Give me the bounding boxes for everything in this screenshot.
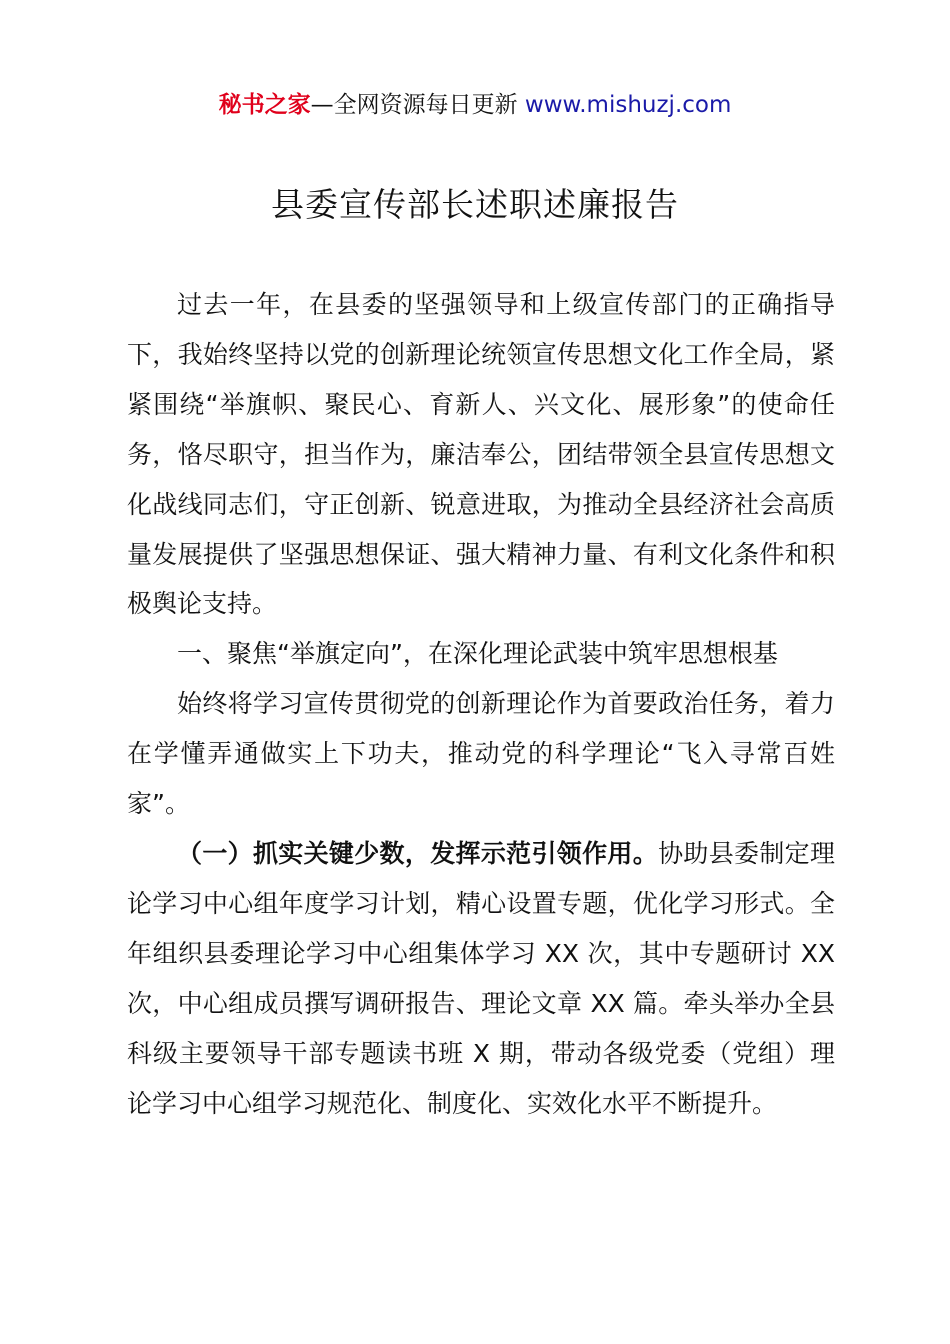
site-tagline: —全网资源每日更新 [310,92,525,118]
site-header [0,88,950,122]
paragraph-intro: 过去一年，在县委的坚强领导和上级宣传部门的正确指导下，我始终坚持以党的创新理论统领宣传思想文化工作全局，紧紧围绕“举旗帜、聚民心、育新人、兴文化、展形象”的使命任务，恪尽职守，担当作为，廉洁奉公，团结带领全县宣传思想文化战线同志们，守正创新、锐意进取，为推动全县经济社会高质量发展提供了坚强思想保证、强大精神力量、有利文化条件和积极舆论支持。 [127,290,835,619]
document-title: 县委宣传部长述职述廉报告 [271,185,679,224]
subsection-text-1: 协助县委制定理论学习中心组年度学习计划，精心设置专题，优化学习形式。全年组织县委理论学习中心组集体学习 XX 次，其中专题研讨 XX 次，中心组成员撰写调研报告、理论文章 XX 篇。牵头举办全县科级主要领导干部专题读书班 X 期，带动各级党委（党组）理论学习中心组学习规范化、制度化、实效化水平不断提升。 [127,838,835,1118]
paragraph-subsection-1 [127,829,835,1128]
paragraph-section-1-intro: 始终将学习宣传贯彻党的创新理论作为首要政治任务，着力在学懂弄通做实上下功夫，推动党的科学理论“飞入寻常百姓家”。 [127,689,835,819]
document-body [127,280,835,1128]
site-url-link[interactable]: www.mishuzj.com [524,92,732,118]
subsection-heading-1: （一）抓实关键少数，发挥示范引领作用。 [177,838,659,868]
section-heading-1: 一、聚焦“举旗定向”，在深化理论武装中筑牢思想根基 [177,639,778,669]
site-brand: 秘书之家 [218,92,311,118]
